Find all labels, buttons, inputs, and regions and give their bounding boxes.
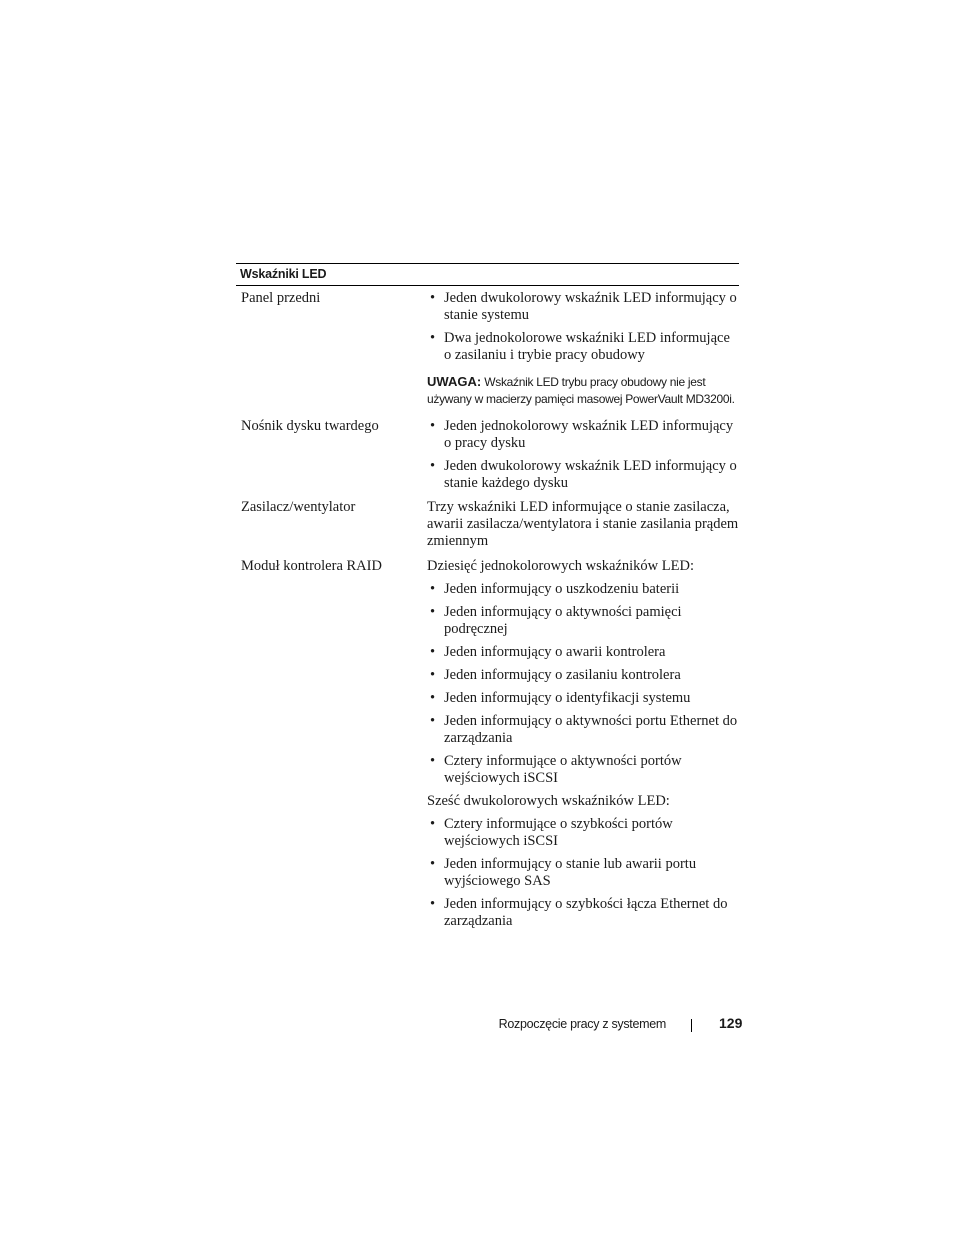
list-item: • Dwa jednokolorowe wskaźniki LED informujące o zasilaniu i trybie pracy obudowy <box>427 330 739 364</box>
note-text: Wskaźnik LED trybu pracy obudowy nie jest używany w macierzy pamięci masowej PowerVault MD3200i. <box>427 375 735 406</box>
list-item: • Jeden informujący o zasilaniu kontrolera <box>427 667 739 684</box>
row-content-front-panel <box>427 290 739 414</box>
list-item: • Jeden dwukolorowy wskaźnik LED informujący o stanie systemu <box>427 290 739 324</box>
list-item: • Cztery informujące o aktywności portów wejściowych iSCSI <box>427 753 739 787</box>
list-item: • Cztery informujące o szybkości portów wejściowych iSCSI <box>427 816 739 850</box>
page-footer <box>0 1015 954 1035</box>
footer-section-title: Rozpoczęcie pracy z systemem <box>498 1017 666 1031</box>
raid-intro-single-color: Dziesięć jednokolorowych wskaźników LED: <box>427 558 694 574</box>
bullet-icon: • <box>430 458 436 474</box>
table-row <box>236 499 739 557</box>
list-item: • Jeden informujący o szybkości łącza Ethernet do zarządzania <box>427 896 739 930</box>
bullet-icon: • <box>430 713 436 729</box>
led-spec-table <box>236 263 739 936</box>
list-item: • Jeden informujący o awarii kontrolera <box>427 644 739 661</box>
bullet-icon: • <box>430 581 436 597</box>
list-item: • Jeden informujący o aktywności pamięci podręcznej <box>427 604 739 638</box>
bullet-icon: • <box>430 644 436 660</box>
raid-intro-dual-color: Sześć dwukolorowych wskaźników LED: <box>427 793 670 809</box>
list-item: • Jeden informujący o uszkodzeniu baterii <box>427 581 739 598</box>
row-label-raid-controller: Moduł kontrolera RAID <box>241 558 382 574</box>
bullet-icon: • <box>430 896 436 912</box>
list-item: • Jeden informujący o stanie lub awarii portu wyjściowego SAS <box>427 856 739 890</box>
page-number: 129 <box>719 1015 743 1031</box>
row-content-psu-fan <box>427 499 739 557</box>
bullet-icon: • <box>430 667 436 683</box>
bullet-icon: • <box>430 330 436 346</box>
bullet-icon: • <box>430 418 436 434</box>
table-heading: Wskaźniki LED <box>236 263 739 286</box>
table-row <box>236 418 739 498</box>
bullet-icon: • <box>430 604 436 620</box>
table-row <box>236 290 739 414</box>
row-label-front-panel: Panel przedni <box>241 290 321 306</box>
row-content-hdd-carrier <box>427 418 739 498</box>
note <box>427 373 739 408</box>
bullet-icon: • <box>430 690 436 706</box>
bullet-icon: • <box>430 753 436 769</box>
list-item: • Jeden dwukolorowy wskaźnik LED informujący o stanie każdego dysku <box>427 458 739 492</box>
note-label: UWAGA: <box>427 374 482 389</box>
list-item: • Jeden jednokolorowy wskaźnik LED informujący o pracy dysku <box>427 418 739 452</box>
row-label-hdd-carrier: Nośnik dysku twardego <box>241 418 379 434</box>
bullet-icon: • <box>430 856 436 872</box>
bullet-icon: • <box>430 290 436 306</box>
row-label-psu-fan: Zasilacz/wentylator <box>241 499 356 515</box>
psu-fan-text: Trzy wskaźniki LED informujące o stanie zasilacza, awarii zasilacza/wentylatora i stanie zasilania prądem zmiennym <box>427 499 739 549</box>
list-item: • Jeden informujący o identyfikacji systemu <box>427 690 739 707</box>
table-row <box>236 558 739 936</box>
row-content-raid-controller <box>427 558 739 936</box>
footer-separator <box>691 1019 692 1032</box>
list-item: • Jeden informujący o aktywności portu Ethernet do zarządzania <box>427 713 739 747</box>
bullet-icon: • <box>430 816 436 832</box>
